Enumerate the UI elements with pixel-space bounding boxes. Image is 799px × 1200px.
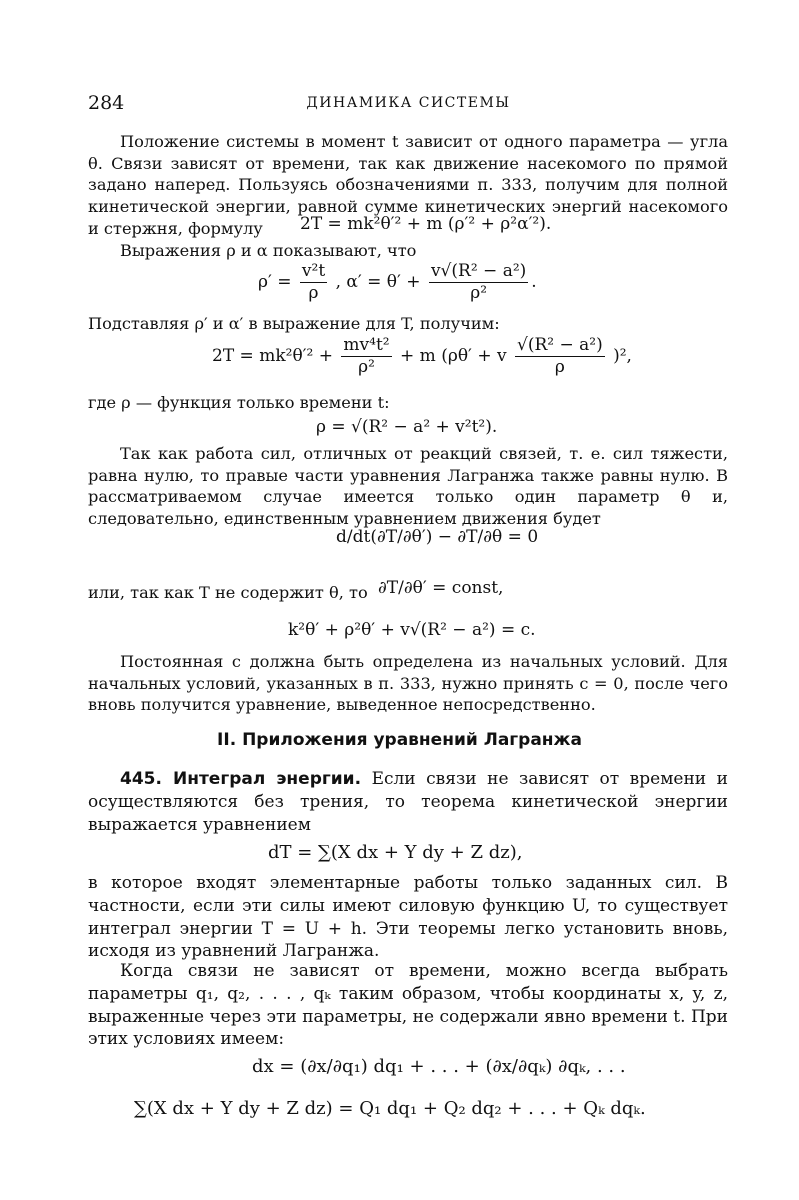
fraction-rho-prime xyxy=(300,262,327,303)
paragraph-substituting: Подставляя ρ′ и α′ в выражение для T, получим: xyxy=(88,314,500,333)
formula-lhs: 2T = mk²θ′² + xyxy=(212,346,334,366)
paragraph-parameters: Когда связи не зависят от времени, можно всегда выбрать параметры q₁, q₂, . . . , qₖ таким образом, чтобы координаты x, y, z, выраженные через эти параметры, не содержали явно времени t. При этих условиях имеем: xyxy=(88,961,728,1050)
formula-full-kinetic-energy xyxy=(212,336,632,377)
page-number: 284 xyxy=(88,92,125,114)
paragraph-system-position: Положение системы в момент t зависит от одного параметра — угла θ. Связи зависят от времени, так как движение насекомого по прямой задано наперед. Пользуясь обозначениями п. 333, получим для полной кинетической энергии, равной сумме кинетических энергий насекомого и стержня, формулу xyxy=(88,132,728,238)
formula-kinetic-energy: 2T = mk²θ′² + m (ρ′² + ρ²α′²). xyxy=(300,214,552,234)
formula-alpha-prime-lhs: , α′ = θ′ + xyxy=(335,272,421,292)
paragraph-energy-integral-text: Если связи не зависят от времени и осуществляются без трения, то теорема кинетической энергии выражается уравнением xyxy=(88,769,728,835)
section-heading: II. Приложения уравнений Лагранжа xyxy=(217,730,582,750)
formula-middle: + m (ρθ′ + v xyxy=(400,346,507,366)
fraction-numerator: v²t xyxy=(301,261,326,281)
fraction-denominator: ρ xyxy=(554,357,565,377)
paragraph-does-not-contain: или, так как T не содержит θ, то xyxy=(88,583,368,602)
fraction-numerator: √(R² − a²) xyxy=(516,335,603,355)
formula-rho: ρ = √(R² − a² + v²t²). xyxy=(316,417,498,437)
formula-integral: k²θ′ + ρ²θ′ + v√(R² − a²) = c. xyxy=(288,620,536,640)
fraction-numerator: mv⁴t² xyxy=(343,335,390,355)
paragraph-energy-integral xyxy=(88,768,728,836)
fraction-denominator: ρ² xyxy=(358,357,375,377)
formula-generalized-forces: ∑(X dx + Y dy + Z dz) = Q₁ dq₁ + Q₂ dq₂ + . . . + Qₖ dqₖ. xyxy=(134,1098,646,1119)
fraction-sqrt-term xyxy=(515,336,605,377)
formula-dx-expansion: dx = (∂x/∂q₁) dq₁ + . . . + (∂x/∂qₖ) ∂qₖ, . . . xyxy=(252,1056,626,1077)
paragraph-expressions: Выражения ρ и α показывают, что xyxy=(120,241,417,260)
formula-lagrange-equation: d/dt(∂T/∂θ′) − ∂T/∂θ = 0 xyxy=(336,527,539,547)
page-header xyxy=(88,92,729,116)
subsection-title: 445. Интеграл энергии. xyxy=(120,769,362,789)
running-title: ДИНАМИКА СИСТЕМЫ xyxy=(306,95,511,111)
fraction-alpha-prime xyxy=(429,262,528,303)
fraction-denominator: ρ² xyxy=(470,283,488,303)
formula-rho-alpha-derivatives: ρ′ = $\frac{\text{v²t}}{\rho}$ , α′ = θ′ + $\frac{\text{v√(R² − a²)}}{\text{ρ²}}$ . xyxy=(258,261,537,303)
formula-rho-prime-lhs: ρ′ = xyxy=(258,272,292,292)
paragraph-rho-function: где ρ — функция только времени t: xyxy=(88,393,390,412)
paragraph-work-of-forces: Так как работа сил, отличных от реакций связей, т. е. сил тяжести, равна нулю, то правые части уравнения Лагранжа также равны нулю. В рассматриваемом случае имеется только один параметр θ и, следовательно, единственным уравнением движения будет xyxy=(88,444,728,529)
paragraph-constant-c: Постоянная c должна быть определена из начальных условий. Для начальных условий, указанных в п. 333, нужно принять c = 0, после чего вновь получится уравнение, выведенное непосредственно. xyxy=(88,652,728,715)
fraction-term xyxy=(341,336,391,377)
fraction-denominator: ρ xyxy=(308,283,319,303)
formula-end: )², xyxy=(613,346,632,366)
formula-const: ∂T/∂θ′ = const, xyxy=(378,578,504,598)
formula-dT-sum: dT = ∑(X dx + Y dy + Z dz), xyxy=(268,842,523,863)
fraction-numerator: v√(R² − a²) xyxy=(430,261,527,281)
paragraph-elementary-work: в которое входят элементарные работы только заданных сил. В частности, если эти силы имеют силовую функцию U, то существует интеграл энергии T = U + h. Эти теоремы легко установить вновь, исходя из уравнений Лагранжа. xyxy=(88,873,728,962)
